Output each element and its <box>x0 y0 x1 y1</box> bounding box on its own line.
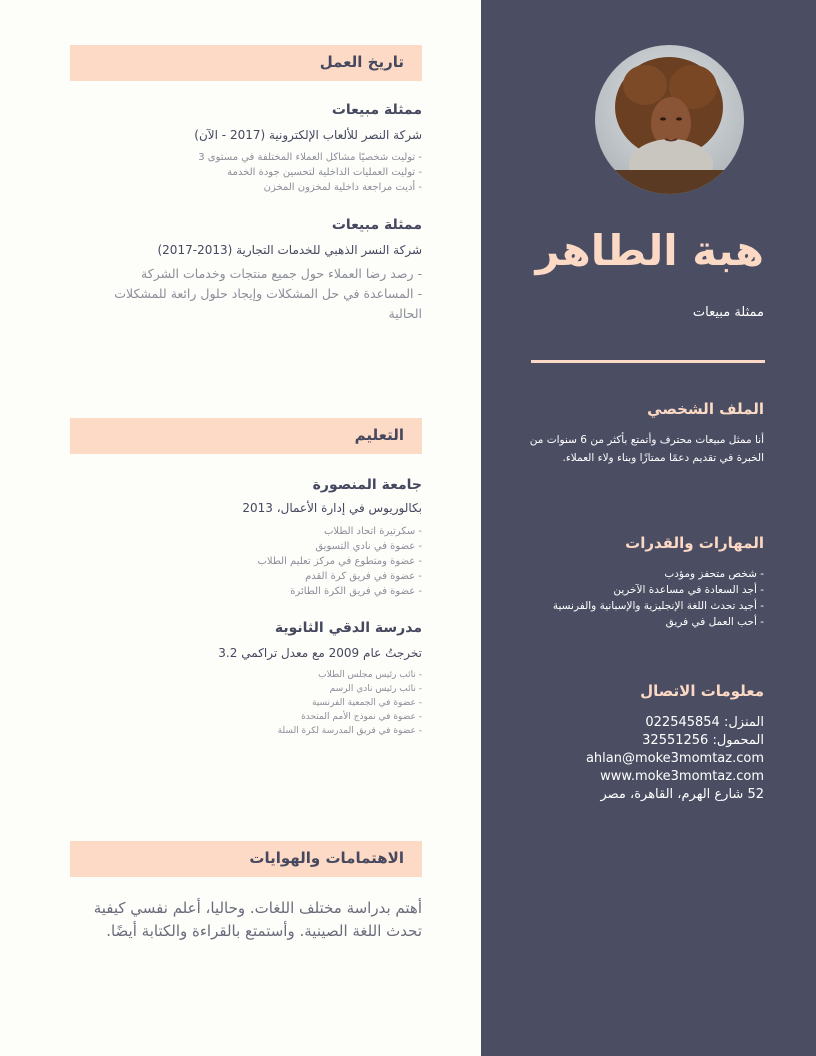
contact-info <box>504 714 764 804</box>
work-heading-band <box>70 45 422 81</box>
job-role: ممثلة مبيعات <box>331 217 422 233</box>
list-item: - توليت العمليات الداخلية لتحسين جودة الخدمة <box>227 167 422 178</box>
school-activities <box>82 668 422 738</box>
job-company: شركة النصر للألعاب الإلكترونية (2017 - الآن) <box>194 128 422 142</box>
list-item: - نائب رئيس نادي الرسم <box>329 684 422 694</box>
address: 52 شارع الهرم، القاهرة، مصر <box>600 787 764 802</box>
list-item: - عضوة في فريق المدرسة لكرة السلة <box>277 726 422 736</box>
list-item: - عضوة في نموذج الأمم المتحدة <box>301 712 422 722</box>
list-item: - رصد رضا العملاء حول جميع منتجات وخدمات الشركة <box>141 266 422 281</box>
school-name: جامعة المنصورة <box>312 477 422 493</box>
list-item: - أجد السعادة في مساعدة الآخرين <box>613 584 764 596</box>
portrait-image <box>595 45 744 194</box>
list-item: - توليت شخصيًا مشاكل العملاء المختلفة في مستوى 3 <box>198 152 422 163</box>
list-item: - المساعدة في حل المشكلات وإيجاد حلول رائعة للمشكلات الحالية <box>114 286 422 321</box>
personal-heading: الملف الشخصي <box>647 400 764 418</box>
school-activities <box>82 524 422 599</box>
list-item: - شخص متحفز ومؤدب <box>664 568 764 580</box>
school-degree: بكالوريوس في إدارة الأعمال، 2013 <box>242 501 422 515</box>
list-item: - عضوة ومتطوع في مركز تعليم الطلاب <box>257 556 422 567</box>
skills-list <box>504 566 764 630</box>
skills-heading: المهارات والقدرات <box>625 534 764 552</box>
list-item: - أجيد تحدث اللغة الإنجليزية والإسبانية والفرنسية <box>552 600 764 612</box>
interests-heading: الاهتمامات والهوايات <box>249 849 404 867</box>
person-name: هبة الطاهر <box>535 226 764 275</box>
contact-heading: معلومات الاتصال <box>640 682 764 700</box>
job-duties <box>82 150 422 195</box>
profile-photo <box>595 45 744 194</box>
list-item: - عضوة في الجمعية الفرنسية <box>311 698 422 708</box>
interests-text: أهتم بدراسة مختلف اللغات. وحاليا، أعلم نفسي كيفية تحدث اللغة الصينية. وأستمتع بالقراءة والكتابة أيضًا. <box>93 899 422 940</box>
list-item: - أحب العمل في فريق <box>665 616 764 628</box>
education-heading-band <box>70 418 422 454</box>
website-link[interactable]: www.moke3momtaz.com <box>600 769 764 784</box>
list-item: - نائب رئيس مجلس الطلاب <box>318 670 422 680</box>
personal-text: أنا ممثل مبيعات محترف وأتمتع بأكثر من 6 سنوات من الخبرة في تقديم دعمًا ممتازًا وبناء ولاء العملاء. <box>529 434 764 464</box>
divider <box>531 360 765 363</box>
school-degree: تخرجتُ عام 2009 مع معدل تراكمي 3.2 <box>218 646 422 660</box>
list-item: - سكرتيرة اتحاد الطلاب <box>323 526 422 537</box>
job-company: شركة النسر الذهبي للخدمات التجارية (2013-2017) <box>157 243 422 257</box>
list-item: - عضوة في فريق الكرة الطائرة <box>290 586 422 597</box>
education-heading: التعليم <box>354 426 404 444</box>
work-heading: تاريخ العمل <box>319 53 404 71</box>
mobile-phone: المحمول: 32551256 <box>642 733 764 748</box>
school-name: مدرسة الدقي الثانوية <box>274 620 422 636</box>
list-item: - أديت مراجعة داخلية لمخزون المخزن <box>263 182 422 193</box>
interests-heading-band <box>70 841 422 877</box>
email-link[interactable]: ahlan@moke3momtaz.com <box>585 751 764 766</box>
job-role: ممثلة مبيعات <box>331 102 422 118</box>
list-item: - عضوة في فريق كرة القدم <box>305 571 422 582</box>
list-item: - عضوة في نادي التسويق <box>315 541 422 552</box>
job-title: ممثلة مبيعات <box>692 305 764 320</box>
job-duties <box>82 264 422 324</box>
home-phone: المنزل: 022545854 <box>645 715 764 730</box>
